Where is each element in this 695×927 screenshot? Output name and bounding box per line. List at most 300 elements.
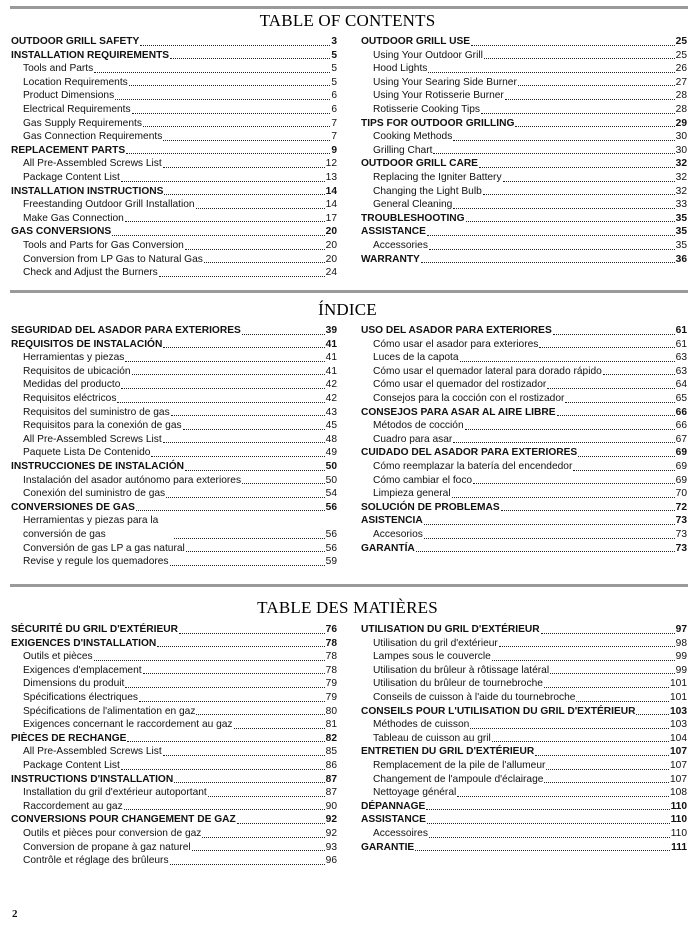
dot-leader [553, 334, 675, 335]
toc-sub-entry[interactable] [361, 773, 687, 787]
dot-leader [125, 221, 325, 222]
toc-sub-entry[interactable] [11, 487, 337, 501]
toc-page-number: 32 [675, 158, 687, 170]
toc-sub-entry[interactable] [361, 677, 687, 691]
dot-leader [208, 796, 325, 797]
dot-leader [125, 687, 324, 688]
dot-leader [415, 850, 670, 851]
toc-sub-entry[interactable] [11, 351, 337, 365]
toc-sub-entry[interactable] [361, 198, 687, 212]
dot-leader [185, 470, 325, 471]
toc-sub-entry[interactable] [11, 239, 337, 253]
toc-heading-entry[interactable] [361, 212, 687, 226]
dot-leader [124, 809, 325, 810]
toc-entry-title: Instalación del asador autónomo para exteriores [23, 474, 242, 486]
toc-heading-entry[interactable] [11, 49, 337, 63]
toc-page-number: 80 [325, 705, 337, 717]
dot-leader [132, 113, 331, 114]
toc-page-number: 42 [325, 379, 337, 391]
toc-entry-title: Gas Connection Requirements [23, 131, 163, 143]
dot-leader [473, 483, 675, 484]
toc-sub-entry[interactable] [361, 419, 687, 433]
toc-sub-entry[interactable] [11, 446, 337, 460]
toc-sub-entry[interactable] [11, 392, 337, 406]
dot-leader [242, 334, 325, 335]
toc-page-number: 70 [675, 488, 687, 500]
toc-sub-entry[interactable] [11, 691, 337, 705]
toc-page-number: 103 [670, 719, 687, 731]
toc-sub-entry[interactable] [361, 759, 687, 773]
toc-entry-title: Contrôle et réglage des brûleurs [23, 855, 169, 867]
dot-leader [192, 850, 325, 851]
toc-entry-title: Make Gas Connection [23, 212, 124, 224]
toc-entry-title: INSTALLATION INSTRUCTIONS [11, 185, 164, 197]
page-number: 2 [12, 908, 18, 920]
toc-entry-title: Conversión de gas LP a gas natural [23, 542, 185, 554]
toc-sub-entry[interactable] [11, 786, 337, 800]
toc-heading-entry[interactable] [11, 623, 337, 637]
toc-heading-entry[interactable] [361, 501, 687, 515]
toc-page-number: 33 [675, 199, 687, 211]
dot-leader [163, 347, 324, 348]
toc-sub-entry[interactable] [11, 157, 337, 171]
toc-page-number: 107 [670, 773, 687, 785]
dot-leader [170, 58, 330, 59]
dot-leader [163, 167, 325, 168]
toc-page-number: 79 [325, 678, 337, 690]
toc-heading-entry[interactable] [361, 800, 687, 814]
toc-page-number: 67 [675, 433, 687, 445]
toc-sub-entry[interactable] [11, 555, 337, 569]
toc-page-number: 12 [325, 158, 337, 170]
toc-heading-entry[interactable] [11, 144, 337, 158]
dot-leader [492, 741, 669, 742]
toc-page-number: 30 [675, 131, 687, 143]
toc-sub-entry[interactable] [11, 650, 337, 664]
toc-heading-entry[interactable] [361, 514, 687, 528]
dot-leader [433, 153, 674, 154]
toc-sub-entry[interactable] [11, 62, 337, 76]
toc-sub-entry[interactable] [11, 266, 337, 280]
toc-sub-entry[interactable] [361, 351, 687, 365]
toc-heading-entry[interactable] [361, 157, 687, 171]
toc-column-french-right [361, 623, 687, 854]
toc-heading-entry[interactable] [11, 225, 337, 239]
dot-leader [426, 809, 669, 810]
dot-leader [94, 660, 325, 661]
toc-entry-title: INSTRUCCIONES DE INSTALACIÓN [11, 460, 185, 472]
toc-entry-title: Gas Supply Requirements [23, 117, 142, 129]
toc-entry-title: ASSISTANCE [361, 814, 426, 826]
toc-entry-title: Accessoires [373, 827, 428, 839]
toc-page-number: 5 [331, 76, 337, 88]
toc-sub-entry[interactable] [11, 103, 337, 117]
dot-leader [573, 470, 674, 471]
toc-sub-entry[interactable] [11, 117, 337, 131]
toc-sub-entry[interactable] [11, 514, 337, 541]
toc-page-number: 87 [325, 773, 337, 785]
toc-entry-title: Métodos de cocción [373, 420, 464, 432]
toc-sub-entry[interactable] [361, 732, 687, 746]
toc-heading-entry[interactable] [11, 35, 337, 49]
dot-leader [179, 633, 325, 634]
toc-page-number: 25 [675, 36, 687, 47]
dot-leader [557, 415, 675, 416]
dot-leader [117, 402, 324, 403]
toc-sub-entry[interactable] [361, 378, 687, 392]
dot-leader [202, 837, 324, 838]
toc-sub-entry[interactable] [361, 637, 687, 651]
toc-page-number: 107 [670, 746, 687, 758]
toc-heading-entry[interactable] [361, 446, 687, 460]
dot-leader [421, 262, 675, 263]
toc-sub-entry[interactable] [361, 239, 687, 253]
toc-sub-entry[interactable] [361, 338, 687, 352]
toc-entry-title: CONSEJOS PARA ASAR AL AIRE LIBRE [361, 406, 556, 418]
toc-entry-title: All Pre-Assembled Screws List [23, 746, 162, 758]
toc-sub-entry[interactable] [11, 745, 337, 759]
toc-page-number: 32 [675, 185, 687, 197]
dot-leader [471, 45, 675, 46]
toc-heading-entry[interactable] [11, 338, 337, 352]
dot-leader [492, 660, 675, 661]
toc-page-number: 3 [331, 36, 337, 47]
toc-heading-entry[interactable] [361, 117, 687, 131]
toc-entry-title: Freestanding Outdoor Grill Installation [23, 199, 195, 211]
toc-sub-entry[interactable] [361, 718, 687, 732]
toc-sub-entry[interactable] [361, 89, 687, 103]
toc-sub-entry[interactable] [11, 800, 337, 814]
dot-leader [121, 769, 325, 770]
dot-leader [174, 538, 325, 539]
toc-sub-entry[interactable] [11, 171, 337, 185]
dot-leader [535, 755, 669, 756]
dot-leader [237, 823, 325, 824]
toc-sub-entry[interactable] [11, 253, 337, 267]
toc-entry-title: Revise y regule los quemadores [23, 556, 169, 568]
toc-sub-entry[interactable] [11, 542, 337, 556]
toc-heading-entry[interactable] [361, 253, 687, 267]
dot-leader [427, 823, 670, 824]
toc-entry-title: General Cleaning [373, 199, 453, 211]
dot-leader [424, 524, 675, 525]
toc-page-number: 49 [325, 447, 337, 459]
toc-entry-title: Herramientas y piezas [23, 352, 125, 364]
toc-sub-entry[interactable] [11, 198, 337, 212]
toc-page-number: 26 [675, 63, 687, 75]
toc-sub-entry[interactable] [361, 103, 687, 117]
toc-sub-entry[interactable] [361, 786, 687, 800]
toc-heading-entry[interactable] [361, 841, 687, 855]
toc-entry-title: Using Your Searing Side Burner [373, 76, 517, 88]
dot-leader [452, 497, 675, 498]
toc-entry-title: INSTRUCTIONS D'INSTALLATION [11, 773, 174, 785]
toc-page-number: 28 [675, 103, 687, 115]
toc-page-number: 56 [325, 542, 337, 554]
toc-sub-entry[interactable] [361, 460, 687, 474]
toc-page-number: 72 [675, 501, 687, 513]
toc-page-number: 65 [675, 392, 687, 404]
toc-sub-entry[interactable] [361, 827, 687, 841]
toc-sub-entry[interactable] [11, 677, 337, 691]
toc-sub-entry[interactable] [361, 487, 687, 501]
toc-page-number: 27 [675, 76, 687, 88]
toc-entry-title: Grilling Chart [373, 144, 433, 156]
toc-entry-title: INSTALLATION REQUIREMENTS [11, 49, 170, 61]
toc-page-number: 14 [325, 199, 337, 211]
toc-heading-entry[interactable] [361, 35, 687, 49]
toc-entry-title: Outils et pièces pour conversion de gaz [23, 827, 202, 839]
dot-leader [139, 701, 325, 702]
toc-sub-entry[interactable] [361, 62, 687, 76]
toc-column-french-left [11, 623, 337, 868]
toc-entry-title: SOLUCIÓN DE PROBLEMAS [361, 501, 500, 513]
section-divider [10, 6, 688, 9]
toc-sub-entry[interactable] [11, 406, 337, 420]
dot-leader [185, 249, 325, 250]
toc-entry-title: Using Your Outdoor Grill [373, 49, 483, 61]
dot-leader [196, 714, 324, 715]
dot-leader [143, 126, 330, 127]
toc-page-number: 73 [675, 515, 687, 527]
toc-entry-title: Requisitos para la conexión de gas [23, 420, 182, 432]
toc-page-number: 50 [325, 474, 337, 486]
toc-entry-title: ASISTENCIA [361, 515, 423, 527]
toc-sub-entry[interactable] [361, 664, 687, 678]
toc-entry-title: GAS CONVERSIONS [11, 226, 112, 238]
toc-heading-entry[interactable] [11, 732, 337, 746]
toc-heading-entry[interactable] [11, 637, 337, 651]
toc-entry-title: All Pre-Assembled Screws List [23, 433, 162, 445]
toc-heading-entry[interactable] [11, 185, 337, 199]
toc-entry-title: Limpieza general [373, 488, 451, 500]
dot-leader [453, 208, 674, 209]
dot-leader [129, 85, 331, 86]
toc-sub-entry[interactable] [361, 365, 687, 379]
toc-entry-title: Utilisation du brûleur de tournebroche [373, 678, 543, 690]
toc-entry-title: Tableau de cuisson au gril [373, 732, 491, 744]
toc-entry-title: WARRANTY [361, 253, 420, 265]
dot-leader [547, 388, 674, 389]
toc-page-number: 64 [675, 379, 687, 391]
dot-leader [112, 235, 324, 236]
toc-heading-entry[interactable] [11, 324, 337, 338]
toc-heading-entry[interactable] [11, 813, 337, 827]
dot-leader [483, 194, 675, 195]
toc-entry-title: OUTDOOR GRILL SAFETY [11, 36, 140, 47]
toc-sub-entry[interactable] [11, 419, 337, 433]
toc-page-number: 6 [331, 90, 337, 102]
toc-entry-title: OUTDOOR GRILL CARE [361, 158, 478, 170]
toc-entry-title: Luces de la capota [373, 352, 459, 364]
toc-page-number: 20 [325, 226, 337, 238]
toc-entry-title: Cooking Methods [373, 131, 453, 143]
toc-page-number: 20 [325, 239, 337, 251]
toc-sub-entry[interactable] [361, 474, 687, 488]
dot-leader [539, 347, 674, 348]
toc-page-number: 101 [670, 678, 687, 690]
toc-entry-title: REQUISITOS DE INSTALACIÓN [11, 338, 163, 350]
toc-page-number: 82 [325, 732, 337, 744]
dot-leader [125, 361, 324, 362]
dot-leader [565, 402, 674, 403]
toc-sub-entry[interactable] [361, 433, 687, 447]
toc-entry-title: Package Content List [23, 171, 120, 183]
toc-sub-entry[interactable] [11, 718, 337, 732]
toc-entry-title: Exigences concernant le raccordement au gaz [23, 719, 233, 731]
toc-heading-entry[interactable] [361, 705, 687, 719]
toc-entry-title: Replacing the Igniter Battery [373, 171, 502, 183]
toc-entry-title: Raccordement au gaz [23, 800, 123, 812]
toc-entry-title: Using Your Rotisserie Burner [373, 90, 504, 102]
toc-sub-entry[interactable] [361, 171, 687, 185]
dot-leader [127, 741, 324, 742]
toc-sub-entry[interactable] [11, 827, 337, 841]
toc-heading-entry[interactable] [361, 813, 687, 827]
toc-sub-entry[interactable] [11, 365, 337, 379]
toc-entry-title: Spécifications électriques [23, 691, 138, 703]
toc-sub-entry[interactable] [361, 392, 687, 406]
dot-leader [499, 646, 675, 647]
toc-entry-title: Check and Adjust the Burners [23, 267, 158, 279]
toc-column-spanish-left [11, 324, 337, 569]
toc-sub-entry[interactable] [361, 528, 687, 542]
toc-page-number: 99 [675, 651, 687, 663]
toc-entry-title: Requisitos eléctricos [23, 392, 117, 404]
dot-leader [503, 181, 675, 182]
toc-page-number: 61 [675, 325, 687, 336]
toc-heading-entry[interactable] [361, 542, 687, 556]
dot-leader [171, 415, 325, 416]
toc-heading-entry[interactable] [361, 623, 687, 637]
toc-heading-entry[interactable] [11, 773, 337, 787]
dot-leader [140, 45, 330, 46]
toc-entry-title: Hood Lights [373, 63, 428, 75]
toc-sub-entry[interactable] [361, 650, 687, 664]
toc-page-number: 41 [325, 352, 337, 364]
toc-heading-entry[interactable] [361, 324, 687, 338]
toc-heading-entry[interactable] [361, 745, 687, 759]
toc-entry-title: CONSEILS POUR L'UTILISATION DU GRIL D'EXTÉRIEUR [361, 705, 636, 717]
toc-sub-entry[interactable] [11, 705, 337, 719]
dot-leader [416, 551, 675, 552]
toc-entry-title: Spécifications de l'alimentation en gaz [23, 705, 196, 717]
toc-page-number: 17 [325, 212, 337, 224]
toc-entry-title: USO DEL ASADOR PARA EXTERIORES [361, 325, 552, 336]
dot-leader [576, 701, 669, 702]
toc-column-english-right [361, 35, 687, 266]
toc-page-number: 30 [675, 144, 687, 156]
toc-page-number: 35 [675, 226, 687, 238]
dot-leader [170, 565, 325, 566]
toc-entry-title: Product Dimensions [23, 90, 115, 102]
toc-sub-entry[interactable] [11, 89, 337, 103]
toc-heading-entry[interactable] [361, 406, 687, 420]
toc-entry-title: ENTRETIEN DU GRIL D'EXTÉRIEUR [361, 746, 535, 758]
toc-page-number: 56 [325, 501, 337, 513]
dot-leader [121, 388, 324, 389]
toc-entry-title: Installation du gril d'extérieur autoportant [23, 787, 207, 799]
dot-leader [544, 687, 669, 688]
toc-sub-entry[interactable] [11, 130, 337, 144]
toc-sub-entry[interactable] [11, 212, 337, 226]
toc-entry-title: SEGURIDAD DEL ASADOR PARA EXTERIORES [11, 325, 241, 336]
toc-sub-entry[interactable] [361, 130, 687, 144]
toc-sub-entry[interactable] [11, 76, 337, 90]
toc-heading-entry[interactable] [11, 460, 337, 474]
dot-leader [518, 85, 675, 86]
toc-entry-title: TIPS FOR OUTDOOR GRILLING [361, 117, 515, 129]
toc-page-number: 81 [325, 719, 337, 731]
toc-page-number: 87 [325, 787, 337, 799]
toc-sub-entry[interactable] [361, 76, 687, 90]
toc-sub-entry[interactable] [361, 144, 687, 158]
toc-page-number: 111 [671, 841, 687, 853]
toc-sub-entry[interactable] [11, 854, 337, 868]
dot-leader [479, 167, 675, 168]
toc-sub-entry[interactable] [11, 841, 337, 855]
toc-page-number: 9 [331, 144, 337, 156]
toc-page-number: 36 [675, 253, 687, 265]
toc-entry-title: Changing the Light Bulb [373, 185, 482, 197]
toc-entry-title: Conseils de cuisson à l'aide du tournebroche [373, 691, 576, 703]
toc-sub-entry[interactable] [11, 474, 337, 488]
toc-entry-title: GARANTÍA [361, 542, 415, 554]
toc-sub-entry[interactable] [11, 664, 337, 678]
dot-leader [163, 755, 325, 756]
toc-sub-entry[interactable] [11, 759, 337, 773]
toc-page-number: 107 [670, 759, 687, 771]
dot-leader [484, 58, 675, 59]
dot-leader [457, 796, 669, 797]
toc-entry-title: Utilisation du brûleur à rôtissage latéral [373, 664, 550, 676]
dot-leader [465, 429, 675, 430]
toc-entry-title: Cómo usar el quemador del rostizador [373, 379, 547, 391]
toc-sub-entry[interactable] [361, 49, 687, 63]
toc-sub-entry[interactable] [361, 185, 687, 199]
dot-leader [126, 153, 330, 154]
toc-page-number: 93 [325, 841, 337, 853]
dot-leader [234, 728, 325, 729]
toc-entry-title: Requisitos de ubicación [23, 365, 131, 377]
toc-page-number: 104 [670, 732, 687, 744]
dot-leader [94, 72, 330, 73]
toc-entry-title: Cómo usar el asador para exteriores [373, 338, 539, 350]
toc-column-english-left [11, 35, 337, 280]
toc-page-number: 78 [325, 651, 337, 663]
toc-page-number: 39 [325, 325, 337, 336]
toc-page-number: 20 [325, 253, 337, 265]
toc-heading-entry[interactable] [361, 225, 687, 239]
toc-entry-title: Consejos para la cocción con el rostizador [373, 392, 565, 404]
toc-page-number: 92 [325, 814, 337, 826]
dot-leader [163, 140, 330, 141]
toc-page-number: 63 [675, 352, 687, 364]
toc-page-number: 5 [331, 63, 337, 75]
toc-page-number: 69 [675, 447, 687, 459]
toc-page-number: 54 [325, 488, 337, 500]
dot-leader [427, 235, 675, 236]
toc-sub-entry[interactable] [11, 378, 337, 392]
toc-page-number: 108 [670, 787, 687, 799]
toc-sub-entry[interactable] [11, 433, 337, 447]
toc-page-number: 79 [325, 691, 337, 703]
toc-page-number: 56 [325, 528, 337, 540]
toc-page-number: 24 [325, 267, 337, 279]
toc-sub-entry[interactable] [361, 691, 687, 705]
toc-page-number: 41 [325, 365, 337, 377]
toc-heading-entry[interactable] [11, 501, 337, 515]
